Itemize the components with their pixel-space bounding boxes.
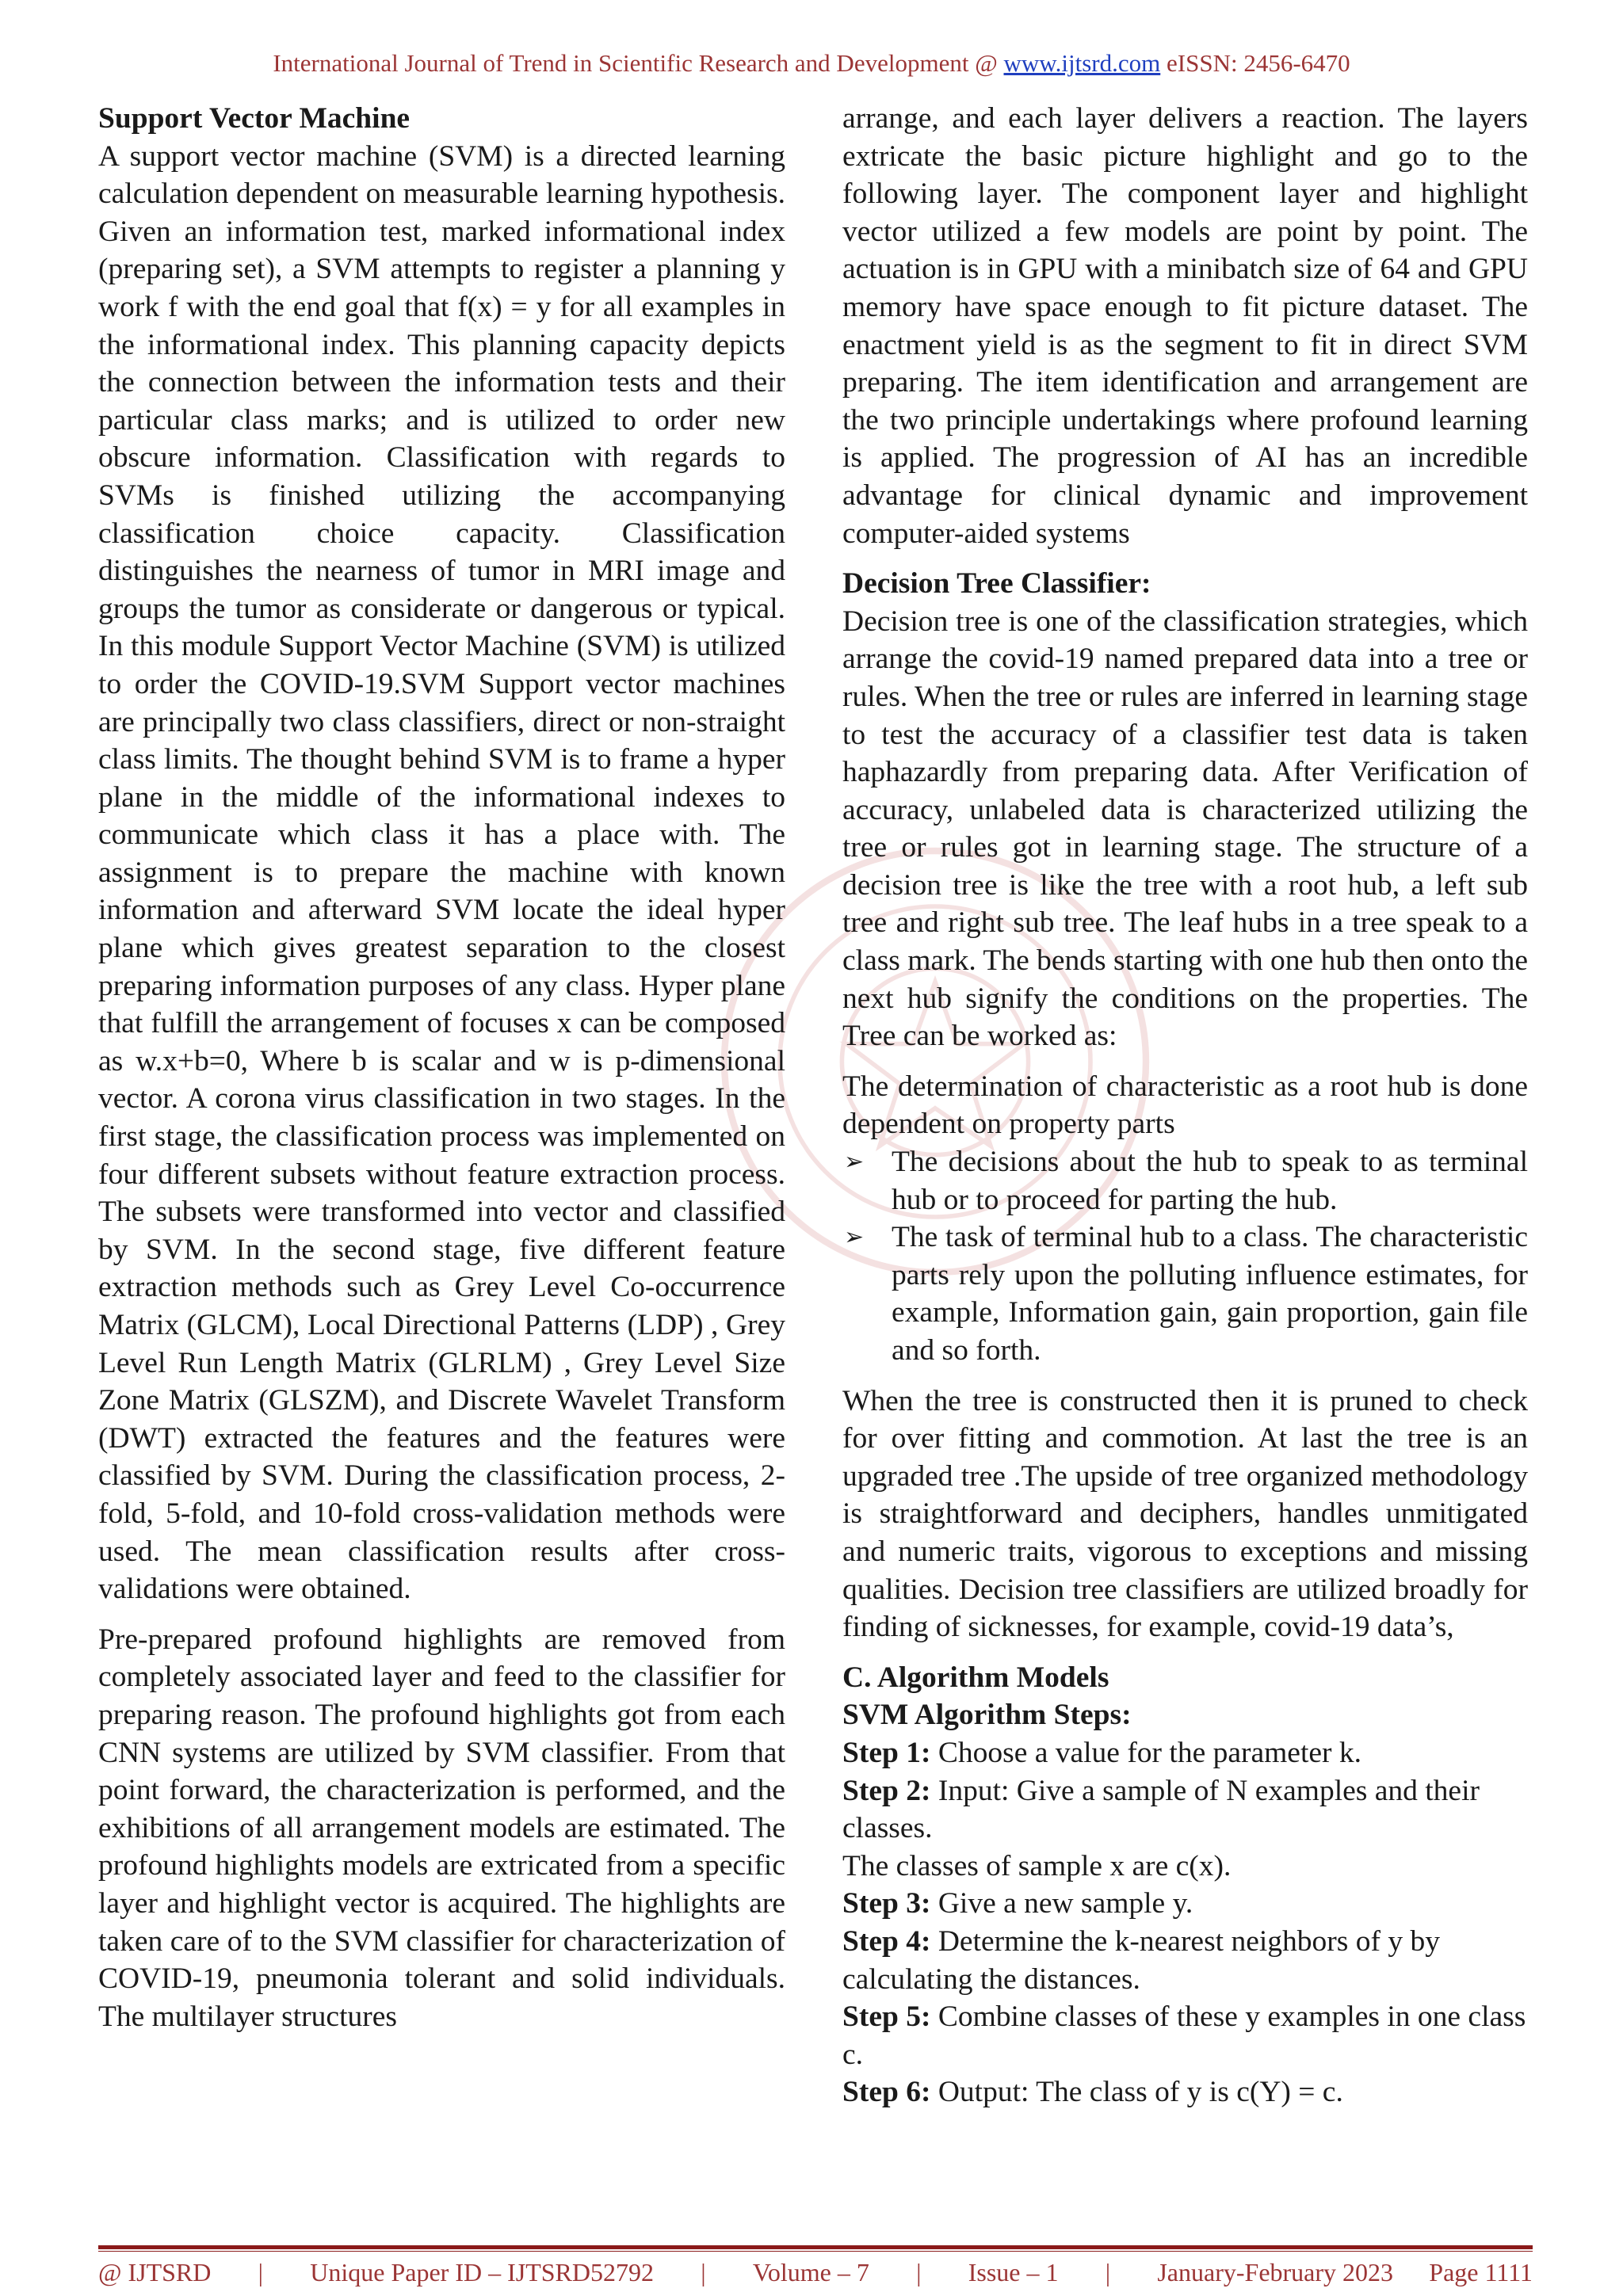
footer-issue: Issue – 1: [968, 2258, 1059, 2286]
footer-date: January-February 2023: [1157, 2258, 1394, 2286]
decision-bullet-list: [842, 1143, 1528, 1370]
footer-page: Page 1111: [1429, 2258, 1533, 2286]
footer-volume: Volume – 7: [752, 2258, 869, 2286]
arrow-bullet-icon: ➢: [844, 1148, 865, 1177]
list-item: ➢ The decisions about the hub to speak to as terminal hub or to proceed for parting the hub.: [842, 1143, 1528, 1219]
running-footer: @ IJTSRD | Unique Paper ID – IJTSRD52792 | Volume – 7 | Issue – 1 | January-February 2023 Page 1111: [98, 2258, 1533, 2286]
right-column: [842, 100, 1528, 2111]
eissn: eISSN: 2456-6470: [1167, 49, 1350, 77]
step-line: Step 2: Input: Give a sample of N examples and their classes.: [842, 1774, 1480, 1845]
list-item: ➢ The task of terminal hub to a class. The characteristic parts rely upon the polluting influence estimates, for example, Information gain, gain proportion, gain file and so forth.: [842, 1219, 1528, 1369]
footer-rule-thick: [98, 2245, 1533, 2249]
svm-heading: Support Vector Machine: [98, 102, 411, 135]
pre-prepared-paragraph: Pre-prepared profound highlights are removed from completely associated layer and feed to the classifier for preparing reason. The profound highlights got from each CNN systems are utilized by SVM classifier. From that point forward, the characterization is performed, and the exhibitions of all arrangement models are estimated. The profound highlights models are extricated from a specific layer and highlight vector is acquired. The highlights are taken care of to the SVM classifier for characterization of COVID-19, pneumonia tolerant and solid individuals. The multilayer structures: [98, 1623, 785, 2033]
algorithm-models-heading: C. Algorithm Models: [842, 1661, 1109, 1694]
footer-paper-id: Unique Paper ID – IJTSRD52792: [310, 2258, 654, 2286]
svm-steps-heading: SVM Algorithm Steps:: [842, 1699, 1132, 1732]
decision-tree-heading: Decision Tree Classifier:: [842, 567, 1151, 601]
pruned-paragraph: When the tree is constructed then it is pruned to check for over fitting and commotion. At last the tree is an upgraded tree .The upside of tree organized methodology is straightforward and deciphers, handles unmitigated and numeric traits, vigorous to exceptions and missing qualities. Decision tree classifiers are utilized broadly for finding of sicknesses, for example, covid-19 data’s,: [842, 1384, 1528, 1644]
step-line: Step 5: Combine classes of these y examples in one class c.: [842, 2000, 1526, 2071]
step-line: The classes of sample x are c(x).: [842, 1849, 1232, 1882]
step-line: Step 1: Choose a value for the parameter k.: [842, 1736, 1361, 1769]
svm-paragraph: A support vector machine (SVM) is a directed learning calculation dependent on measurable learning hypothesis. Given an information test, marked informational index (preparing set), a SVM attempts to register a planning y work f with the end goal that f(x) = y for all examples in the informational index. This planning capacity depicts the connection between the information tests and their particular class marks; and is utilized to order new obscure information. Classification with regards to SVMs is finished utilizing the accompanying classification choice capacity. Classification distinguishes the nearness of tumor in MRI image and groups the tumor as considerate or dangerous or typical. In this module Support Vector Machine (SVM) is utilized to order the COVID-19.SVM Support vector machines are principally two class classifiers, direct or non-straight class limits. The thought behind SVM is to frame a hyper plane in the middle of the informational indexes to communicate which class it has a place with. The assignment is to prepare the machine with known information and afterward SVM locate the ideal hyper plane which gives greatest separation to the closest preparing information purposes of any class. Hyper plane that fulfill the arrangement of focuses x can be composed as w.x+b=0, Where b is scalar and w is p-dimensional vector. A corona virus classification in two stages. In the first stage, the classification process was implemented on four different subsets without feature extraction process. The subsets were transformed into vector and classified by SVM. In the second stage, five different feature extraction methods such as Grey Level Co-occurrence Matrix (GLCM), Local Directional Patterns (LDP) , Grey Level Run Length Matrix (GLRLM) , Grey Level Size Zone Matrix (GLSZM), and Discrete Wavelet Transform (DWT) extracted the features and the features were classified by SVM. During the classification process, 2-fold, 5-fold, and 10-fold cross-validation methods were used. The mean classification results after cross-validations were obtained.: [98, 139, 785, 1606]
step-line: Step 6: Output: The class of y is c(Y) = c.: [842, 2076, 1343, 2109]
determination-paragraph: The determination of characteristic as a root hub is done dependent on property parts: [842, 1070, 1528, 1141]
left-column: [98, 100, 785, 2035]
journal-url-link[interactable]: www.ijtsrd.com: [1003, 49, 1161, 77]
journal-name: International Journal of Trend in Scientific Research and Development @: [273, 49, 998, 77]
step-line: Step 3: Give a new sample y.: [842, 1887, 1193, 1920]
footer-rule-thin: [98, 2251, 1533, 2252]
step-line: Step 4: Determine the k-nearest neighbors of y by calculating the distances.: [842, 1924, 1440, 1996]
continued-paragraph: arrange, and each layer delivers a reaction. The layers extricate the basic picture highlight and go to the following layer. The component layer and highlight vector utilized a few models are point by point. The actuation is in GPU with a minibatch size of 64 and GPU memory have space enough to fit picture dataset. The enactment yield is as the segment to fit in direct SVM preparing. The item identification and arrangement are the two principle undertakings where profound learning is applied. The progression of AI has an incredible advantage for clinical dynamic and improvement computer-aided systems: [842, 102, 1528, 550]
running-header: [0, 49, 1623, 78]
arrow-bullet-icon: ➢: [844, 1223, 865, 1252]
decision-tree-paragraph: Decision tree is one of the classification strategies, which arrange the covid-19 named prepared data into a tree or rules. When the tree or rules are inferred in learning stage to test the accuracy of a classifier test data is taken haphazardly from preparing data. After Verification of accuracy, unlabeled data is characterized utilizing the tree or rules got in learning stage. The structure of a decision tree is like the tree with a root hub, a left sub tree and right sub tree. The leaf hubs in a tree speak to a class mark. The bends starting with one hub then onto the next hub signify the conditions on the properties. The Tree can be worked as:: [842, 605, 1528, 1053]
footer-journal: @ IJTSRD: [98, 2258, 212, 2286]
